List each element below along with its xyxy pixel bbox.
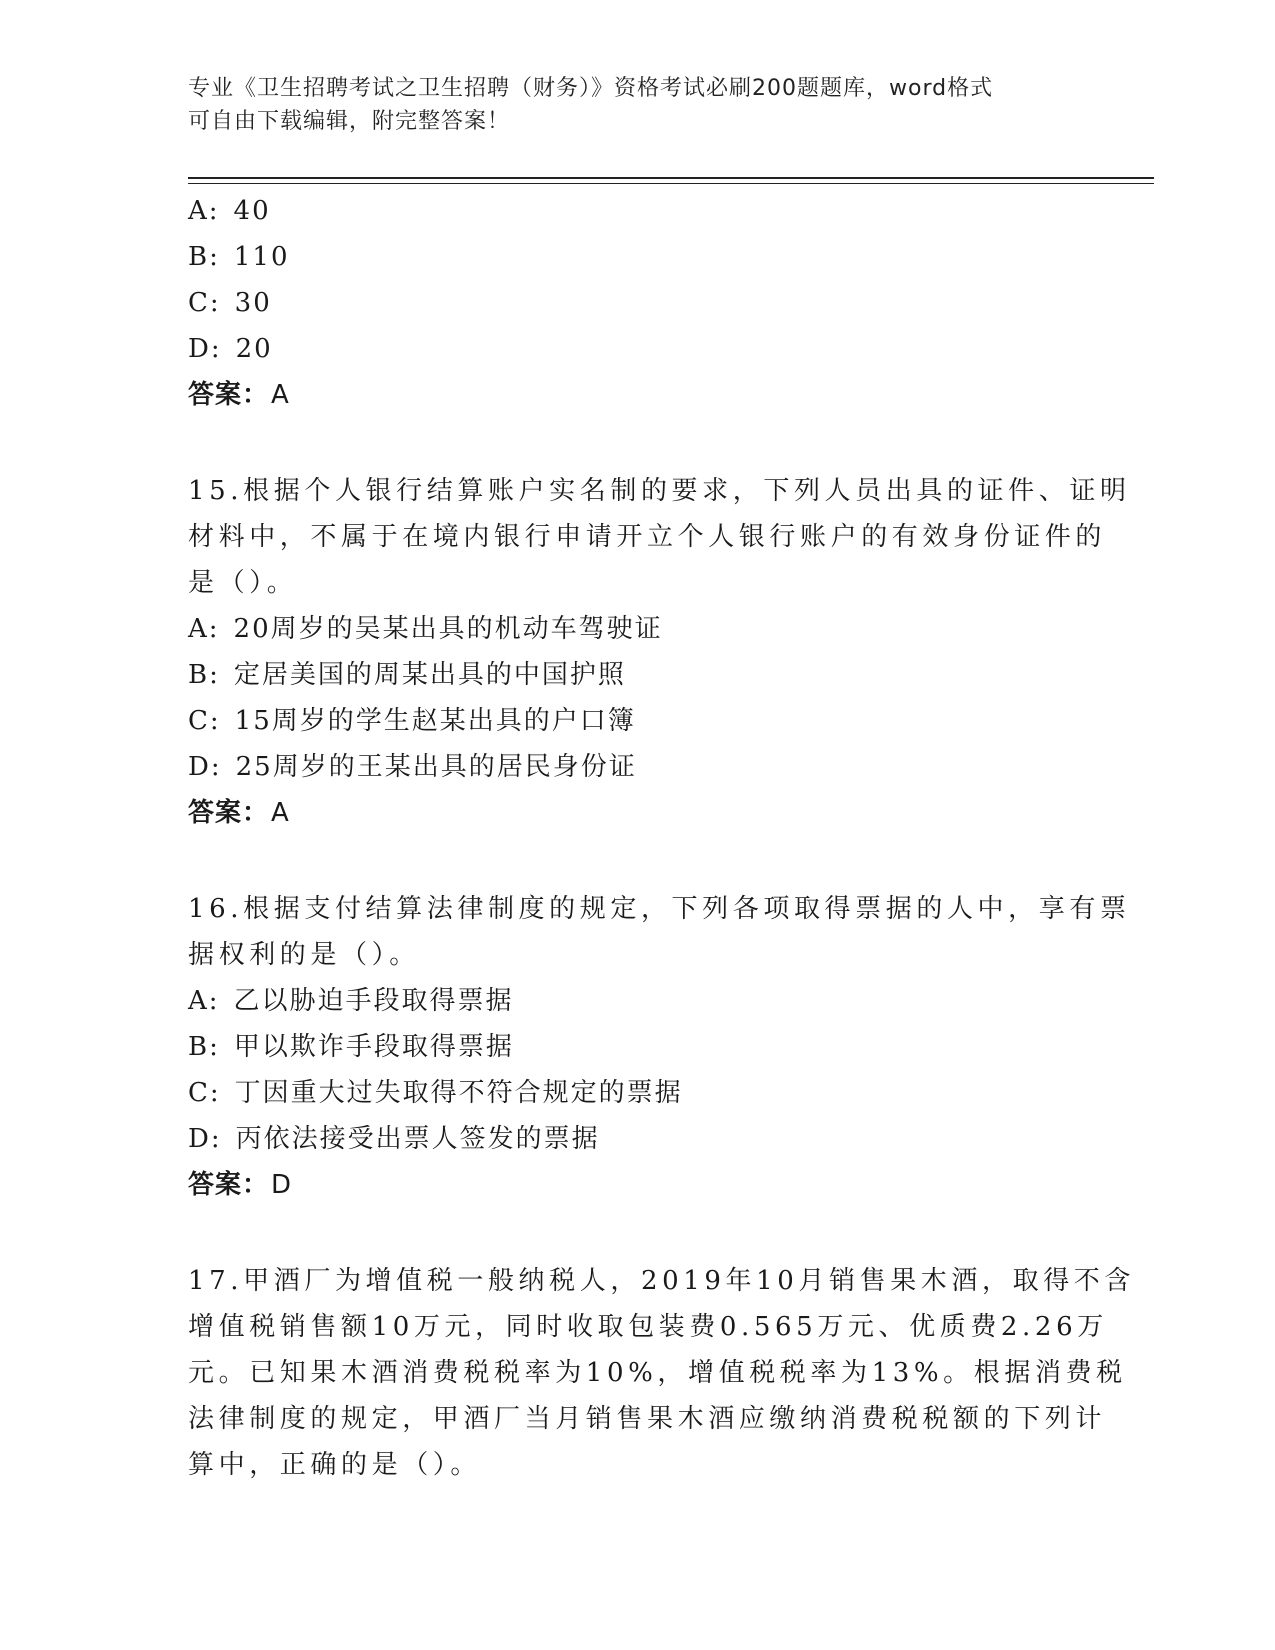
option-c [188,698,1068,744]
header-line-1: 专业《卫生招聘考试之卫生招聘（财务）》资格考试必刷200题题库，word格式 [188,76,994,101]
option-a [188,978,1068,1024]
option-text: 40 [233,196,271,226]
spacer [188,1208,1068,1258]
option-text: 20周岁的吴某出具的机动车驾驶证 [233,614,663,644]
option-label: C: [188,1078,221,1108]
option-label: D: [188,752,222,782]
option-text: 25周岁的王某出具的居民身份证 [235,752,637,782]
option-label: A: [188,986,220,1016]
option-text: 乙以胁迫手段取得票据 [233,986,514,1016]
spacer [188,418,1068,468]
question-stem-line: 材料中，不属于在境内银行申请开立个人银行账户的有效身份证件的 [188,522,1107,552]
option-a [188,606,1068,652]
question-15 [188,468,1131,836]
header-line-2: 可自由下载编辑，附完整答案！ [188,109,511,134]
question-stem-line: 15.根据个人银行结算账户实名制的要求，下列人员出具的证件、证明 [188,476,1131,506]
option-label: B: [188,1032,220,1062]
option-text: 15周岁的学生赵某出具的户口簿 [234,706,636,736]
option-label: C: [188,288,221,318]
option-b [188,1024,1068,1070]
question-stem-line: 17.甲酒厂为增值税一般纳税人，2019年10月销售果木酒，取得不含 [188,1266,1136,1296]
option-text: 甲以欺诈手段取得票据 [233,1032,514,1062]
option-d [188,1116,1068,1162]
option-label: C: [188,706,221,736]
option-label: A: [188,196,220,226]
option-label: D: [188,334,222,364]
option-text: 丙依法接受出票人签发的票据 [235,1124,600,1154]
answer-line [188,372,1068,418]
answer-line [188,790,1068,836]
question-stem-line: 16.根据支付结算法律制度的规定，下列各项取得票据的人中，享有票 [188,894,1131,924]
option-b [188,652,1068,698]
option-text: 定居美国的周某出具的中国护照 [233,660,626,690]
option-label: B: [188,242,220,272]
option-c [188,1070,1068,1116]
question-content [188,188,1136,1488]
answer-value: A [271,380,290,410]
question-stem-line: 据权利的是（）。 [188,940,420,970]
question-stem-line: 法律制度的规定，甲酒厂当月销售果木酒应缴纳消费税税额的下列计 [188,1404,1107,1434]
answer-label: 答案： [188,380,270,410]
option-label: B: [188,660,220,690]
header-divider-thick [188,177,1154,179]
answer-value: D [271,1170,293,1200]
answer-label: 答案： [188,798,270,828]
question-16 [188,886,1131,1208]
answer-label: 答案： [188,1170,270,1200]
option-a [188,188,1068,234]
question-14 [188,188,1068,418]
question-stem-line: 元。已知果木酒消费税税率为10%，增值税税率为13%。根据消费税 [188,1358,1127,1388]
option-c [188,280,1068,326]
question-17 [188,1258,1136,1488]
header-divider-thin [188,183,1154,184]
option-text: 110 [233,242,290,272]
question-stem-line: 增值税销售额10万元，同时收取包装费0.565万元、优质费2.26万 [188,1312,1108,1342]
option-label: D: [188,1124,222,1154]
question-stem-line: 算中，正确的是（）。 [188,1450,482,1480]
option-text: 20 [235,334,273,364]
option-label: A: [188,614,220,644]
option-b [188,234,1068,280]
option-text: 30 [234,288,272,318]
answer-value: A [271,798,290,828]
document-header [188,72,1068,138]
question-stem-line: 是（）。 [188,568,298,598]
option-d [188,744,1068,790]
option-text: 丁因重大过失取得不符合规定的票据 [234,1078,683,1108]
answer-line [188,1162,1068,1208]
option-d [188,326,1068,372]
spacer [188,836,1068,886]
